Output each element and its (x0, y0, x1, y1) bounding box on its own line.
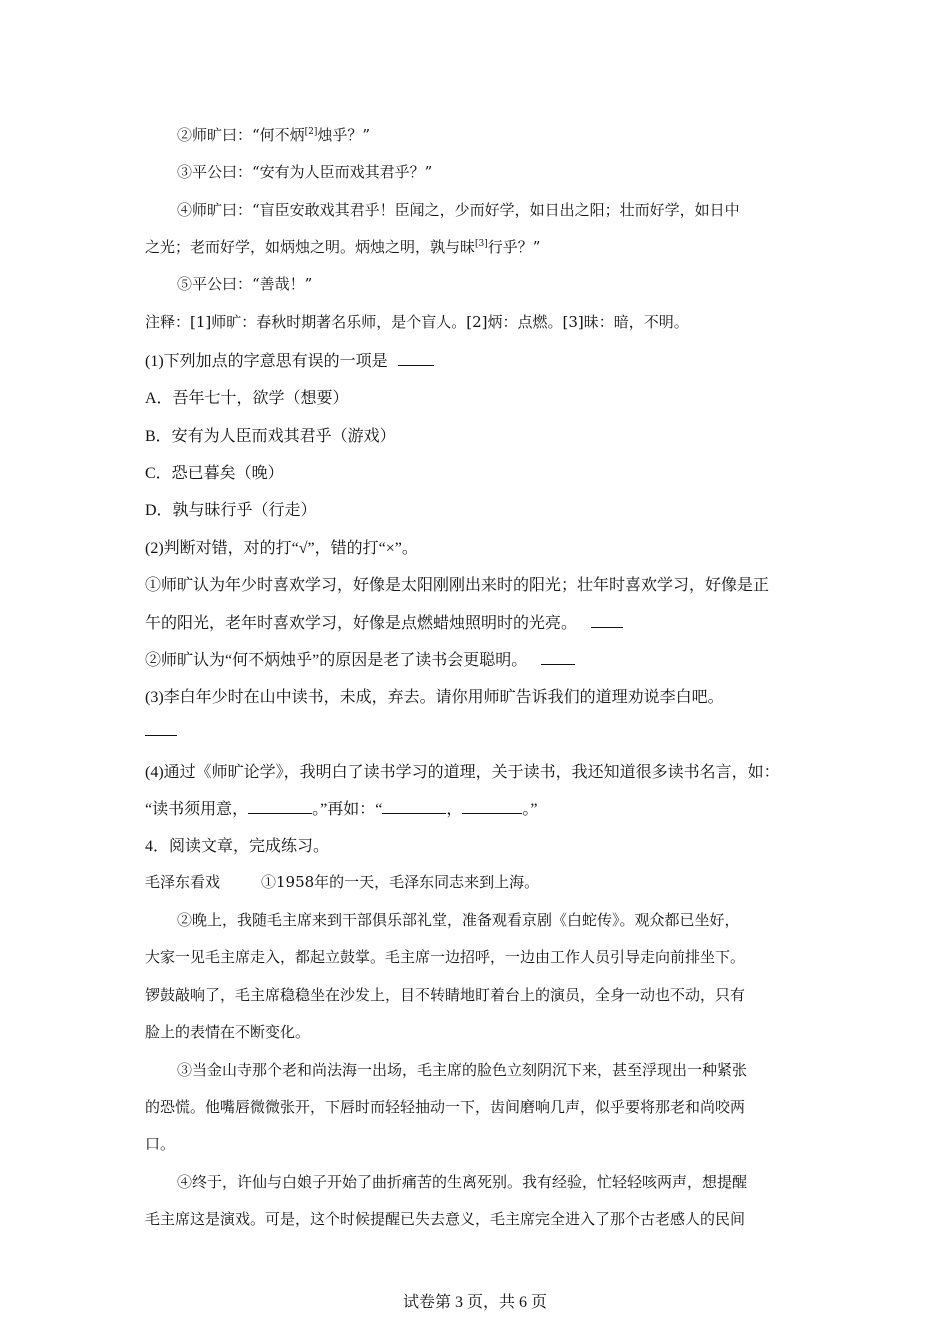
question-3-answer-line (145, 721, 177, 741)
article-p3-line: 的恐慌。他嘴唇微微张开，下唇时而轻轻抽动一下，齿间磨响几声，似乎要将那老和尚咬两 (145, 1098, 746, 1116)
question-3-stem: (3)李白年少时在山中读书，未成，弃去。请你用师旷告诉我们的道理劝说李白吧。 (145, 689, 724, 706)
dialogue-line-2: ②师旷曰：“何不炳[2]烛乎？” (177, 126, 371, 144)
article-p4-line: ④终于，许仙与白娘子开始了曲折痛苦的生离死别。我有经验，忙轻轻咳两声，想提醒 (177, 1173, 748, 1191)
article-p4-line: 毛主席这是演戏。可是，这个时候提醒已失去意义，毛主席完全进入了那个古老感人的民间 (145, 1210, 746, 1228)
answer-blank[interactable] (541, 650, 575, 665)
article-p3-line: 口。 (145, 1135, 176, 1153)
dialogue-line-4b: 之光；老而好学，如炳烛之明。炳烛之明，孰与昧[3]行乎？” (145, 238, 541, 256)
article-p2-line: ②晚上，我随毛主席来到干部俱乐部礼堂，准备观看京剧《白蛇传》。观众都已坐好， (177, 911, 740, 929)
question-4-quotes: “读书须用意， 。”再如：“ ， 。” (145, 801, 538, 818)
option-c: C．恐已暮矣（晚） (145, 465, 284, 482)
answer-blank[interactable] (382, 799, 446, 814)
answer-blank[interactable] (591, 613, 623, 628)
option-a: A．吾年七十，欲学（想要） (145, 390, 349, 407)
article-p3-line: ③当金山寺那个老和尚法海一出场，毛主席的脸色立刻阴沉下来，甚至浮现出一种紧张 (177, 1061, 748, 1079)
option-b: B．安有为人臣而戏其君乎（游戏） (145, 428, 396, 445)
question-4-stem: (4)通过《师旷论学》，我明白了读书学习的道理，关于读书，我还知道很多读书名言，如： (145, 764, 780, 781)
article-p2-line: 锣鼓敲响了，毛主席稳稳坐在沙发上，目不转睛地盯着台上的演员，全身一动也不动，只有 (145, 986, 746, 1004)
article-title: 毛泽东看戏 (145, 873, 221, 891)
answer-blank[interactable] (462, 799, 522, 814)
answer-blank[interactable] (248, 799, 312, 814)
dialogue-line-5: ⑤平公曰：“善哉！” (177, 275, 313, 293)
section-4-heading: 4．阅读文章，完成练习。 (145, 838, 330, 855)
answer-blank[interactable] (398, 351, 434, 366)
page-footer: 试卷第 3 页，共 6 页 (402, 1294, 547, 1311)
footnote-ref-3: [3] (475, 239, 488, 249)
annotation-notes: 注释：[1]师旷：春秋时期著名乐师，是个盲人。[2]炳：点燃。[3]昧：暗，不明。 (145, 313, 689, 331)
question-1-stem: (1)下列加点的字意思有误的一项是 (145, 348, 434, 371)
answer-blank[interactable] (145, 721, 177, 736)
question-2-item-1a: ①师旷认为年少时喜欢学习，好像是太阳刚刚出来时的阳光；壮年时喜欢学习，好像是正 (145, 577, 770, 594)
dialogue-line-4a: ④师旷曰：“盲臣安敢戏其君乎！臣闻之，少而好学，如日出之阳；壮而好学，如日中 (177, 201, 740, 219)
question-2-item-2: ②师旷认为“何不炳烛乎”的原因是老了读书会更聪明。 (145, 647, 575, 670)
question-2-stem: (2)判断对错，对的打“√”，错的打“×”。 (145, 540, 418, 557)
article-paragraph-1: ①1958年的一天，毛泽东同志来到上海。 (261, 873, 540, 891)
article-p2-line: 大家一见毛主席走入，都起立鼓掌。毛主席一边招呼，一边由工作人员引导走向前排坐下。 (145, 948, 746, 966)
option-d: D．孰与昧行乎（行走） (145, 502, 317, 519)
article-p2-line: 脸上的表情在不断变化。 (145, 1023, 311, 1041)
dialogue-line-3: ③平公曰：“安有为人臣而戏其君乎？” (177, 163, 433, 181)
question-2-item-1b: 午的阳光，老年时喜欢学习，好像是点燃蜡烛照明时的光亮。 (145, 610, 623, 633)
footnote-ref-2: [2] (304, 127, 318, 137)
